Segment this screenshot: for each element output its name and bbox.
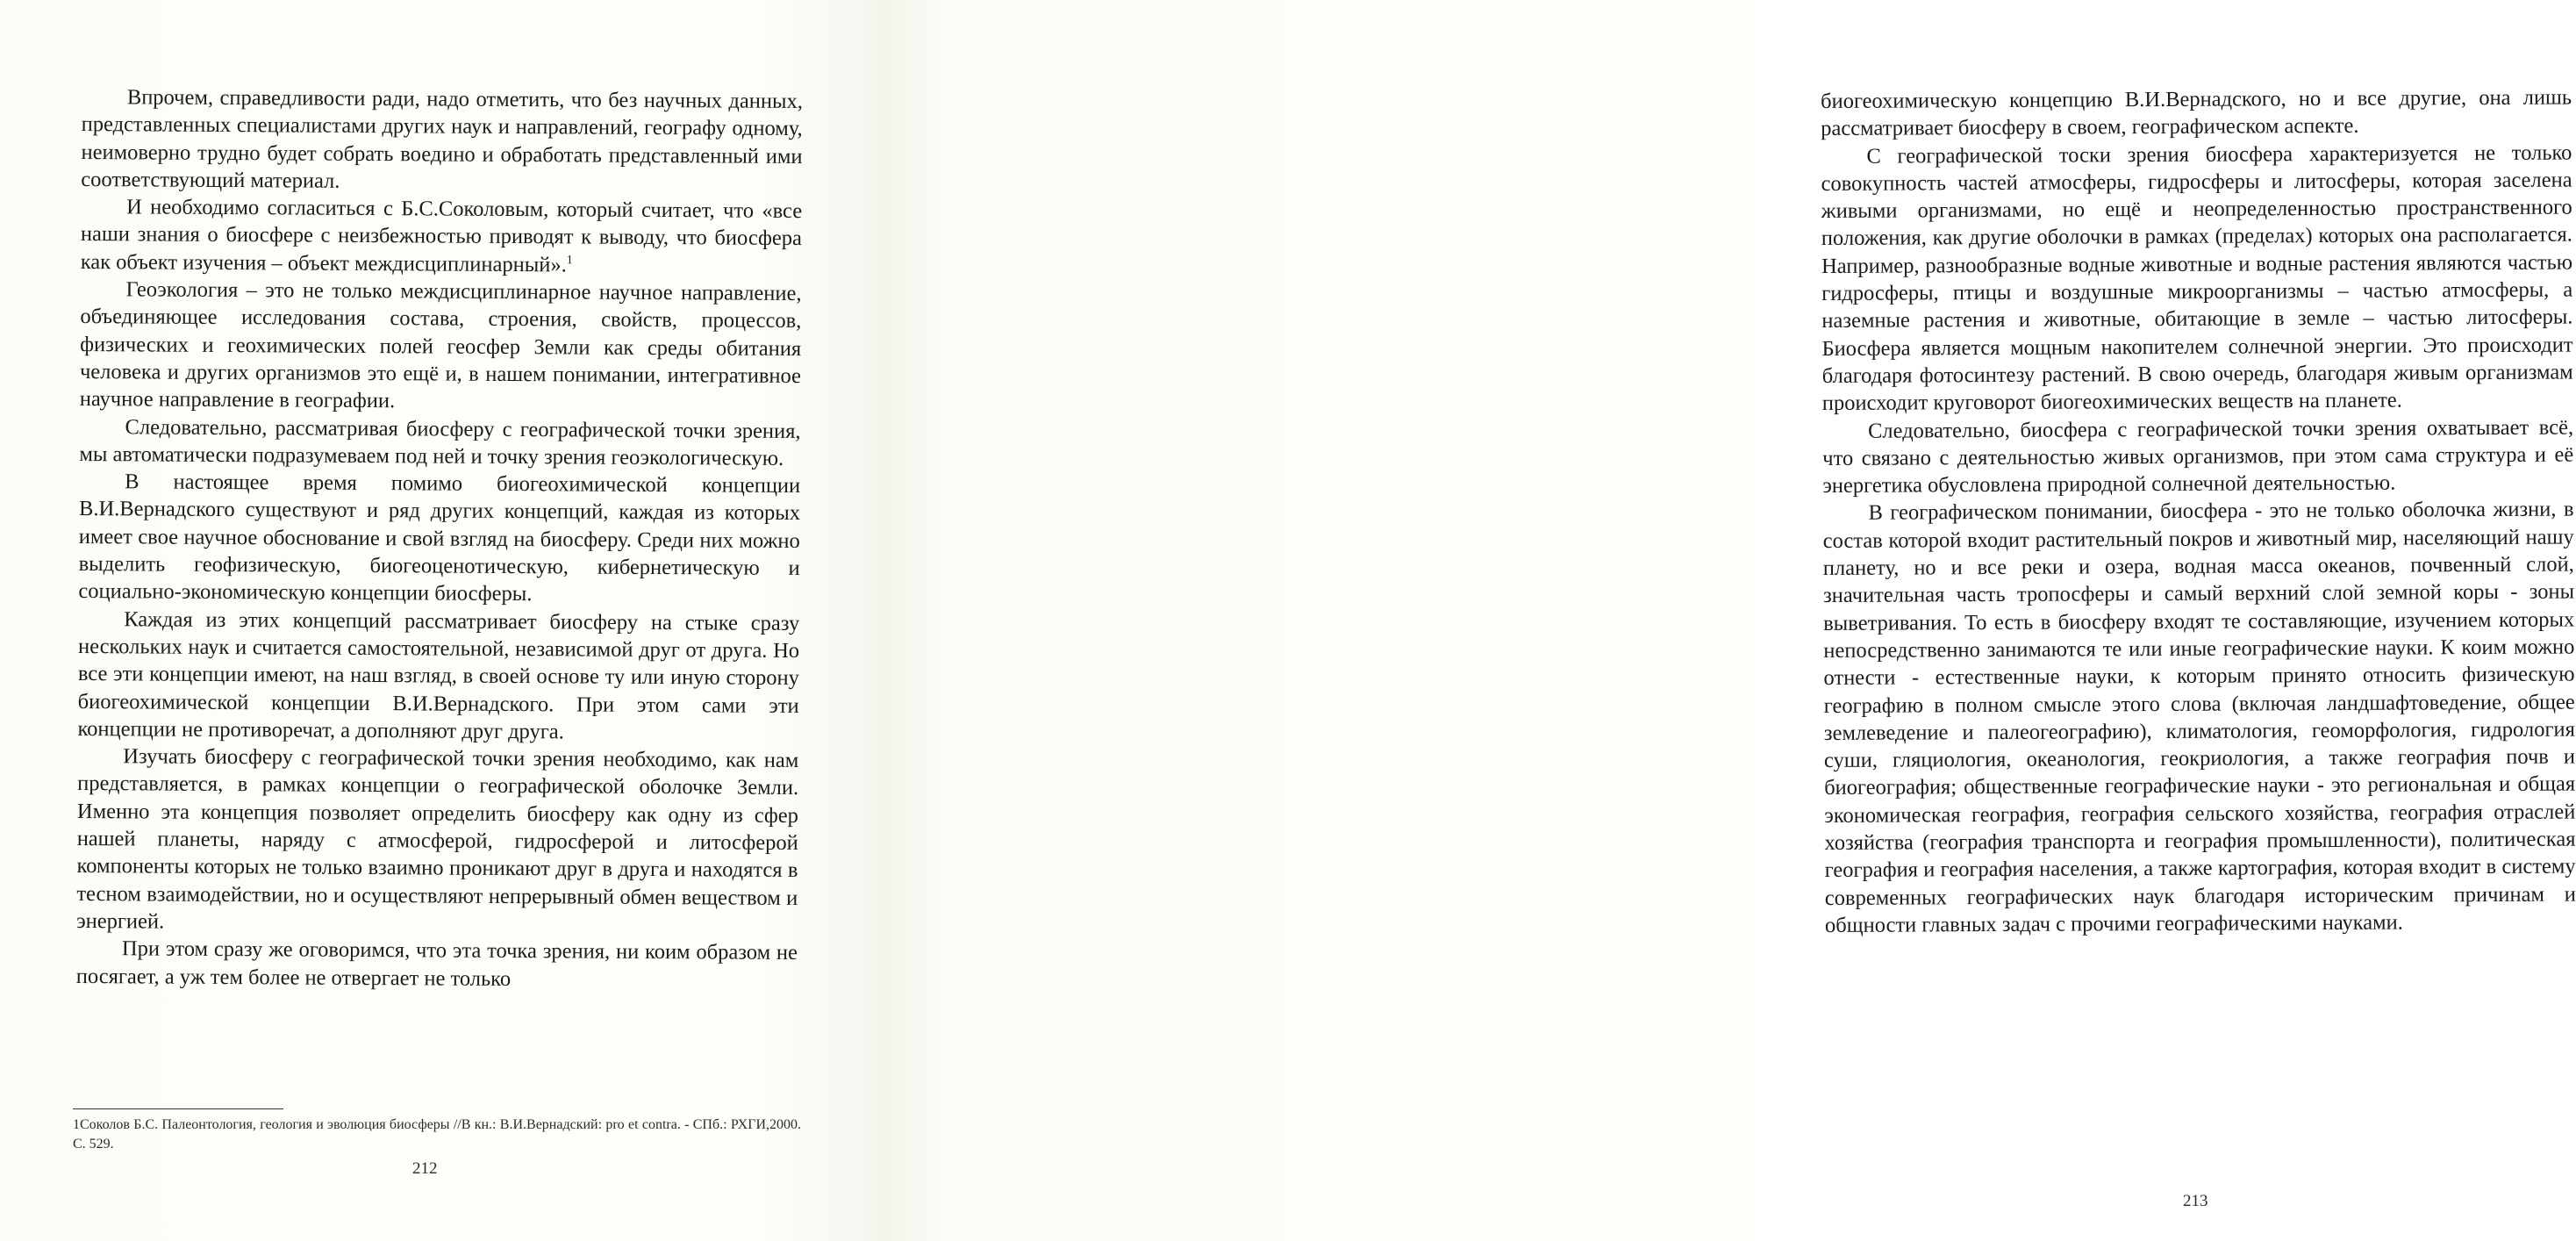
- paragraph: При этом сразу же оговоримся, что эта точка зрения, ни коим образом не посягает, а уж тем более не отвергает не только: [75, 936, 798, 991]
- left-page: [0, 0, 877, 1241]
- footnote-marker: 1: [566, 254, 573, 268]
- left-page-body: [76, 83, 803, 994]
- paragraph: Впрочем, справедливости ради, надо отметить, что без научных данных, представленных специалистами других наук и направлений, географу одному, неимоверно трудно будет собрать воедино и обработать представленный ими соответствующий материал.: [81, 85, 803, 193]
- paragraph-text: И необходимо согласиться с Б.С.Соколовым, который считает, что «все наши знания о биосфере с неизбежностью приводят к выводу, что биосфера как объект изучения – объект междисциплинарный».: [80, 195, 803, 277]
- paragraph: Геоэкология – это не только междисциплинарное научное направление, объединяющее исследования состава, строения, свойств, процессов, физических и геохимических полей геосфер Земли как среды обитания человека и других организмов это ещё и, в нашем понимании, интегративное научное направление в географии.: [79, 277, 802, 413]
- paragraph: В географическом понимании, биосфера - это не только оболочка жизни, в состав которой входит растительный покров и животный мир, населяющий нашу планету, но и все реки и озера, водная масса океанов, почвенный слой, значительная часть тропосферы и самый верхний слой земной коры - зоны выветривания. То есть в биосферу входят те составляющие, изучением которых непосредственно занимаются те или иные географические науки. К коим можно отнести - естественные науки, к которым принято относить физическую географию в полном смысле этого слова (включая ландшафтоведение, общее землеведение и палеогеографию), климатология, геоморфология, гидрология суши, гляциология, океанология, геокриология, а также география почв и биогеография; общественные географические науки - это региональная и общая экономическая география, география сельского хозяйства, география отраслей хозяйства (география транспорта и география промышленности), политическая география и география населения, а также картография, которая входит в систему современных географических наук благодаря историческим причинам и общности главных задач с прочими географическими науками.: [1822, 497, 2576, 937]
- right-page-body: [1821, 84, 2576, 940]
- paragraph: [81, 193, 803, 280]
- paragraph: В настоящее время помимо биогеохимической концепции В.И.Вернадского существуют и ряд других концепций, каждая из которых имеет свое научное обоснование и свой взгляд на биосферу. Среди них можно выделить геофизическую, биогеоценотическую, кибернетическую и социально-экономическую концепции биосферы.: [78, 470, 801, 606]
- paragraph: Каждая из этих концепций рассматривает биосферу на стыке сразу нескольких наук и считается самостоятельной, независимой друг от друга. Но все эти концепции имеют, на наш взгляд, в своей основе ту или иную сторону биогеохимической концепции В.И.Вернадского. При этом сами эти концепции не противоречат, а дополняют друг друга.: [77, 606, 800, 744]
- footnote: 1Соколов Б.С. Палеонтология, геология и эволюция биосферы //В кн.: В.И.Вернадский: pro et contra. - СПб.: РХГИ,2000. С. 529.: [73, 1117, 801, 1151]
- page-number-left: 212: [412, 1159, 438, 1178]
- right-page: [877, 0, 2576, 1241]
- paragraph: С географической тоски зрения биосфера характеризуется не только совокупность частей атмосферы, гидросферы и литосферы, которая заселена живыми организмами, но ещё и неопределенностью пространственного положения, как другие оболочки в рамках (пределах) которых она располагается. Например, разнообразные водные животные и водные растения являются частью гидросферы, птицы и воздушные микроорганизмы – частью атмосферы, а наземные растения и животные, обитающие в земле – частью литосферы. Биосфера является мощным накопителем солнечной энергии. Это происходит благодаря фотосинтезу растений. В свою очередь, благодаря живым организмам происходит круговорот биогеохимических веществ на планете.: [1821, 140, 2573, 416]
- paragraph: Изучать биосферу с географической точки зрения необходимо, как нам представляется, в рамках концепции о географической оболочке Земли. Именно эта концепция позволяет определить биосферу как одну из сфер нашей планеты, наряду с атмосферой, гидросферой и литосферой компоненты которых не только взаимно проникают друг в друга и находятся в тесном взаимодействии, но и осуществляют непрерывный обмен веществом и энергией.: [76, 744, 799, 934]
- footnote-divider: [73, 1108, 283, 1109]
- paragraph-continued: биогеохимическую концепцию В.И.Вернадского, но и все другие, она лишь рассматривает биосферу в своем, географическом аспекте.: [1821, 85, 2572, 141]
- page-number-right: 213: [2183, 1192, 2208, 1210]
- paragraph: Следовательно, биосфера с географической точки зрения охватывает всё, что связано с деятельностью живых организмов, при этом сама структура и её энергетика обусловлена природной солнечной деятельностью.: [1822, 415, 2574, 499]
- paragraph: Следовательно, рассматривая биосферу с географической точки зрения, мы автоматически подразумеваем под ней и точку зрения геоэкологическую.: [79, 414, 801, 470]
